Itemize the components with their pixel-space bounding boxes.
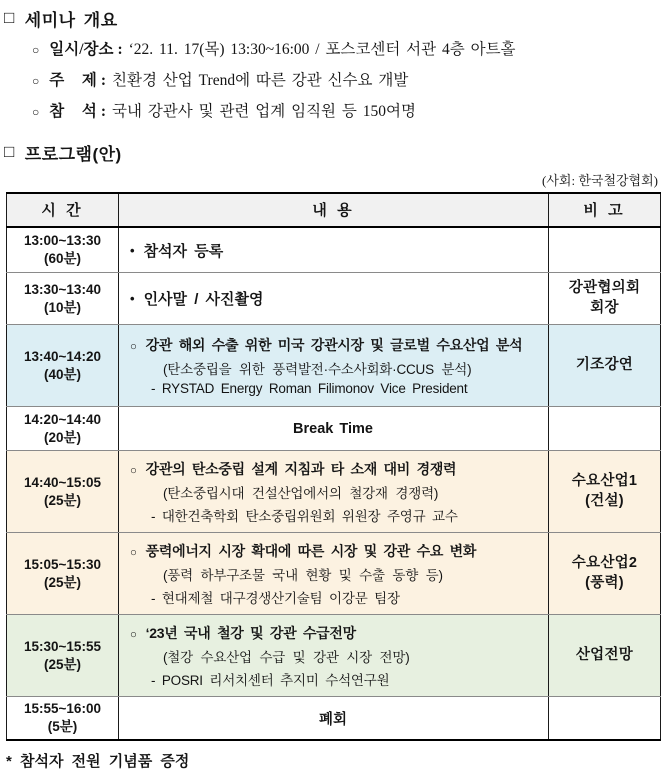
circle-bullet-icon: ○ <box>32 104 40 119</box>
time-range: 15:55~16:00 <box>24 701 101 717</box>
note-line: 수요산업2 <box>571 555 638 572</box>
time-range: 15:30~15:55 <box>24 639 101 655</box>
footnote: * 참석자 전원 기념품 증정 <box>6 752 190 770</box>
row-time <box>7 227 119 273</box>
dot-bullet-icon: • <box>130 291 135 307</box>
session-speaker: - 현대제철 대구경생산기술팀 이강문 팀장 <box>151 590 400 606</box>
time-duration: (5분) <box>47 719 78 735</box>
overview-heading <box>4 6 660 31</box>
row-time <box>7 273 119 325</box>
table-row-greeting <box>7 273 661 325</box>
overview-item-label: 주 제 <box>49 71 97 89</box>
circle-bullet-icon: ○ <box>32 73 40 88</box>
column-header-content: 내 용 <box>119 193 549 227</box>
square-bullet-icon: □ <box>4 141 15 161</box>
host-note: (사회: 한국철강협회) <box>542 172 658 188</box>
program-heading <box>4 140 660 165</box>
session-title: ‘23년 국내 철강 및 강관 수급전망 <box>145 624 356 641</box>
table-row-break <box>7 407 661 451</box>
note-line: (건설) <box>585 492 624 509</box>
row-time <box>7 533 119 615</box>
time-duration: (25분) <box>43 574 82 590</box>
content-text: 인사말 / 사진촬영 <box>143 291 264 309</box>
row-content <box>119 227 549 273</box>
time-duration: (25분) <box>43 492 82 508</box>
row-content <box>119 325 549 407</box>
overview-item-label: 참 석 <box>49 102 97 120</box>
circle-bullet-icon: ○ <box>130 341 137 354</box>
row-time <box>7 697 119 740</box>
session-title: 강관의 탄소중립 설계 지침과 타 소재 대비 경쟁력 <box>145 460 457 477</box>
row-time <box>7 451 119 533</box>
overview-item-colon: : <box>100 71 106 89</box>
table-header-row <box>7 193 661 227</box>
note-line: 수요산업1 <box>571 473 638 490</box>
circle-bullet-icon: ○ <box>130 628 137 641</box>
row-time <box>7 325 119 407</box>
row-note <box>549 273 661 325</box>
time-range: 13:40~14:20 <box>24 349 101 365</box>
square-bullet-icon: □ <box>4 8 15 27</box>
row-note <box>549 407 661 451</box>
note-line: 회장 <box>590 299 619 316</box>
overview-list <box>32 40 660 123</box>
session-subtitle: (철강 수요산업 수급 및 강관 시장 전망) <box>163 649 410 665</box>
session-subtitle: (탄소중립을 위한 풍력발전·수소사회화·CCUS 분석) <box>163 362 472 378</box>
row-time <box>7 615 119 697</box>
row-note <box>549 697 661 740</box>
session-speaker: - RYSTAD Energy Roman Filimonov Vice President <box>151 381 468 397</box>
table-row-registration <box>7 227 661 273</box>
content-text: Break Time <box>293 420 373 437</box>
row-note <box>549 615 661 697</box>
session-speaker: - POSRI 리서치센터 추지미 수석연구원 <box>151 672 390 688</box>
overview-item-value: 친환경 산업 Trend에 따른 강관 신수요 개발 <box>112 71 409 89</box>
overview-item-datetime <box>32 40 660 61</box>
circle-bullet-icon: ○ <box>130 464 137 477</box>
content-text: 폐회 <box>318 711 347 728</box>
overview-item-attendees <box>32 102 660 123</box>
time-range: 14:40~15:05 <box>24 475 101 491</box>
table-row-closing <box>7 697 661 740</box>
time-duration: (10분) <box>43 299 82 315</box>
column-header-time: 시 간 <box>7 193 119 227</box>
note-line: 산업전망 <box>575 646 634 663</box>
session-subtitle: (탄소중립시대 건설산업에서의 철강재 경쟁력) <box>163 485 439 501</box>
note-line: 강관협의회 <box>568 280 641 297</box>
row-content <box>119 697 549 740</box>
table-row-session2 <box>7 533 661 615</box>
note-line: 기조강연 <box>575 356 634 373</box>
overview-item-label: 일시/장소 <box>49 41 114 58</box>
content-text: 참석자 등록 <box>143 242 224 260</box>
row-note <box>549 451 661 533</box>
overview-item-colon: : <box>117 41 123 58</box>
circle-bullet-icon: ○ <box>32 43 40 57</box>
circle-bullet-icon: ○ <box>130 546 137 559</box>
time-range: 13:30~13:40 <box>24 282 101 298</box>
time-range: 15:05~15:30 <box>24 557 101 573</box>
overview-item-value: ‘22. 11. 17(목) 13:30~16:00 / 포스코센터 서관 4층 아트홀 <box>128 41 516 58</box>
table-row-outlook <box>7 615 661 697</box>
session-title: 풍력에너지 시장 확대에 따른 시장 및 강관 수요 변화 <box>145 542 477 559</box>
time-duration: (40분) <box>43 366 82 382</box>
session-speaker: - 대한건축학회 탄소중립위원회 위원장 주영규 교수 <box>151 508 458 524</box>
session-subtitle: (풍력 하부구조물 국내 현황 및 수출 동향 등) <box>163 567 443 583</box>
note-line: (풍력) <box>585 574 624 591</box>
table-row-session1 <box>7 451 661 533</box>
overview-item-colon: : <box>100 102 106 120</box>
row-content <box>119 615 549 697</box>
row-time <box>7 407 119 451</box>
time-range: 14:20~14:40 <box>24 412 101 428</box>
time-duration: (20분) <box>43 429 82 445</box>
program-heading-label: 프로그램(안) <box>24 144 122 164</box>
overview-item-value: 국내 강관사 및 관련 업계 임직원 등 150여명 <box>112 102 416 120</box>
row-note <box>549 227 661 273</box>
time-duration: (60분) <box>43 251 82 267</box>
table-row-keynote <box>7 325 661 407</box>
row-content <box>119 407 549 451</box>
column-header-note: 비 고 <box>549 193 661 227</box>
time-duration: (25분) <box>43 656 82 672</box>
program-table <box>6 192 661 741</box>
time-range: 13:00~13:30 <box>24 233 101 249</box>
row-content <box>119 273 549 325</box>
row-content <box>119 451 549 533</box>
row-note <box>549 533 661 615</box>
dot-bullet-icon: • <box>130 242 135 258</box>
session-title: 강관 해외 수출 위한 미국 강관시장 및 글로벌 수요산업 분석 <box>145 337 523 354</box>
overview-item-topic <box>32 71 660 92</box>
overview-heading-label: 세미나 개요 <box>24 11 118 30</box>
row-content <box>119 533 549 615</box>
row-note <box>549 325 661 407</box>
